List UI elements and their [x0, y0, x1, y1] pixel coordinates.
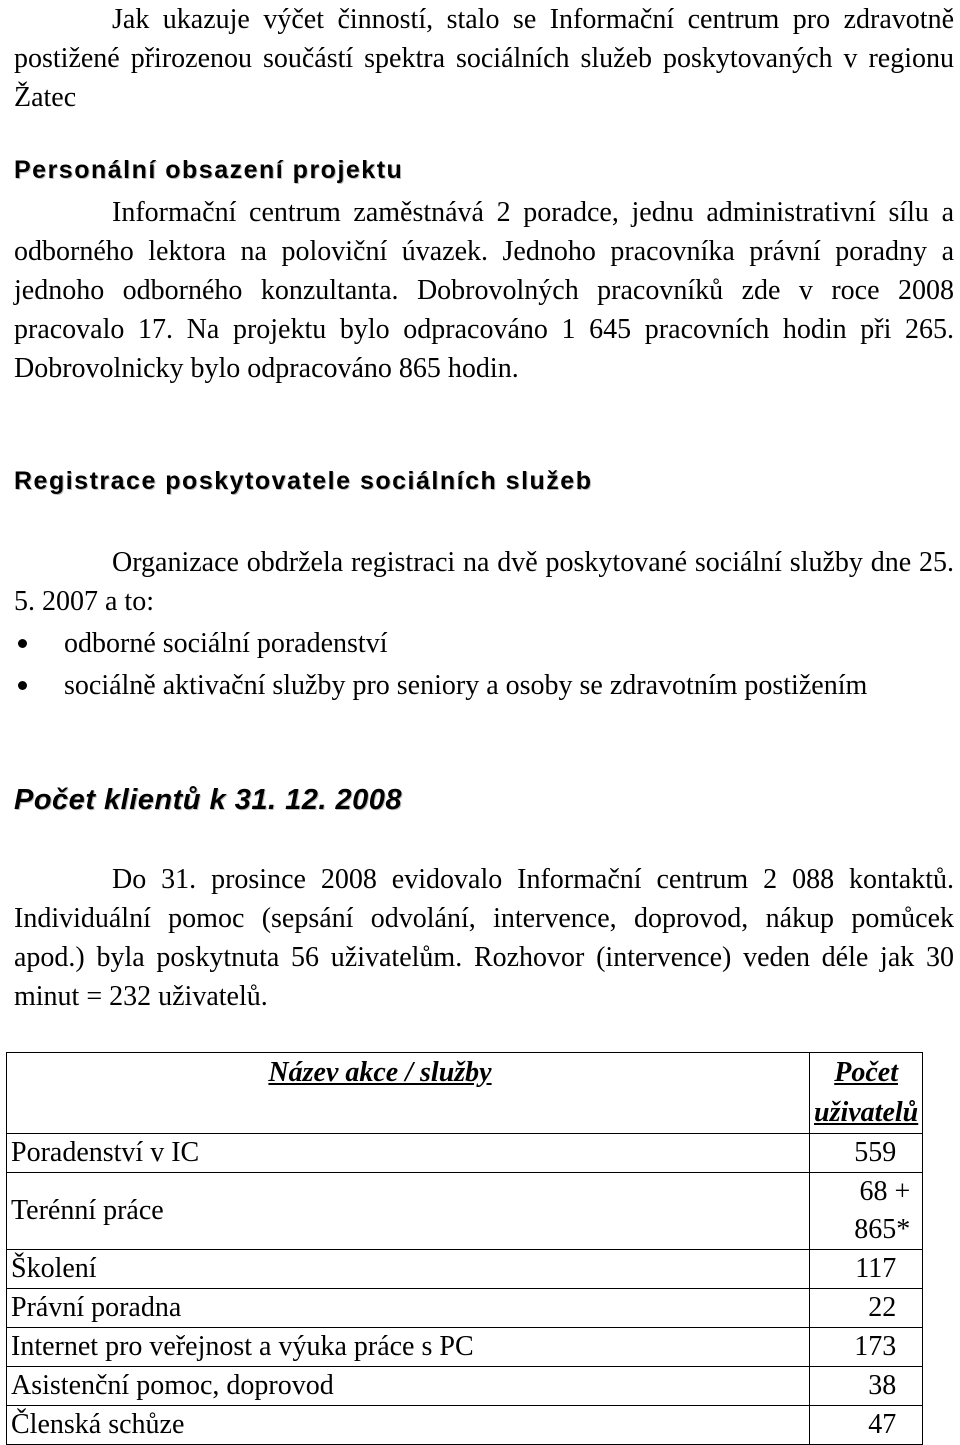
- cell-service: Školení: [7, 1250, 810, 1289]
- list-item: sociálně aktivační služby pro seniory a osoby se zdravotním postižením: [14, 666, 954, 705]
- cell-service: Poradenství v IC: [7, 1134, 810, 1173]
- section-heading-staffing: Personální obsazení projektu: [14, 156, 404, 184]
- table-row: [7, 1250, 923, 1289]
- staffing-paragraph: Informační centrum zaměstnává 2 poradce, jednu administrativní sílu a odborného lektora na poloviční úvazek. Jednoho pracovníka právní poradny a jednoho odborného konzultanta. Dobrovolných pracovníků zde v roce 2008 pracovalo 17. Na projektu bylo odpracováno 1 645 pracovních hodin při 265. Dobrovolnicky bylo odpracováno 865 hodin.: [14, 197, 954, 384]
- table-row: [7, 1289, 923, 1328]
- registration-paragraph: Organizace obdržela registraci na dvě poskytované sociální služby dne 25. 5. 2007 a to:: [14, 547, 954, 617]
- bullet-icon: [18, 681, 27, 690]
- list-item: odborné sociální poradenství: [14, 624, 954, 663]
- header-user-count: Počet uživatelů: [810, 1053, 923, 1134]
- bullet-icon: [18, 639, 27, 648]
- table-row: [7, 1406, 923, 1445]
- cell-count: 117: [810, 1250, 923, 1289]
- cell-count: 47: [810, 1406, 923, 1445]
- cell-count: 173: [810, 1328, 923, 1367]
- cell-count: 559: [810, 1134, 923, 1173]
- intro-paragraph: Jak ukazuje výčet činností, stalo se Informační centrum pro zdravotně postižené přirozenou součástí spektra sociálních služeb poskytovaných v regionu Žatec: [14, 4, 954, 113]
- cell-count: 38: [810, 1367, 923, 1406]
- cell-service: Členská schůze: [7, 1406, 810, 1445]
- cell-service: Terénní práce: [7, 1173, 810, 1250]
- cell-service: Asistenční pomoc, doprovod: [7, 1367, 810, 1406]
- table-row: [7, 1134, 923, 1173]
- section-heading-clients: Počet klientů k 31. 12. 2008: [14, 784, 402, 816]
- table-row: [7, 1367, 923, 1406]
- header-service-name: Název akce / služby: [7, 1053, 810, 1134]
- clients-table: [6, 1052, 923, 1445]
- cell-count: 22: [810, 1289, 923, 1328]
- services-list: [14, 624, 954, 705]
- cell-count: 68 + 865*: [810, 1173, 923, 1250]
- table-header-row: [7, 1053, 923, 1134]
- table-row: [7, 1328, 923, 1367]
- table-row: [7, 1173, 923, 1250]
- clients-paragraph: Do 31. prosince 2008 evidovalo Informační centrum 2 088 kontaktů. Individuální pomoc (sepsání odvolání, intervence, doprovod, nákup pomůcek apod.) byla poskytnuta 56 uživatelům. Rozhovor (intervence) veden déle jak 30 minut = 232 uživatelů.: [14, 864, 954, 1012]
- cell-service: Internet pro veřejnost a výuka práce s PC: [7, 1328, 810, 1367]
- section-heading-registration: Registrace poskytovatele sociálních služeb: [14, 467, 593, 495]
- cell-service: Právní poradna: [7, 1289, 810, 1328]
